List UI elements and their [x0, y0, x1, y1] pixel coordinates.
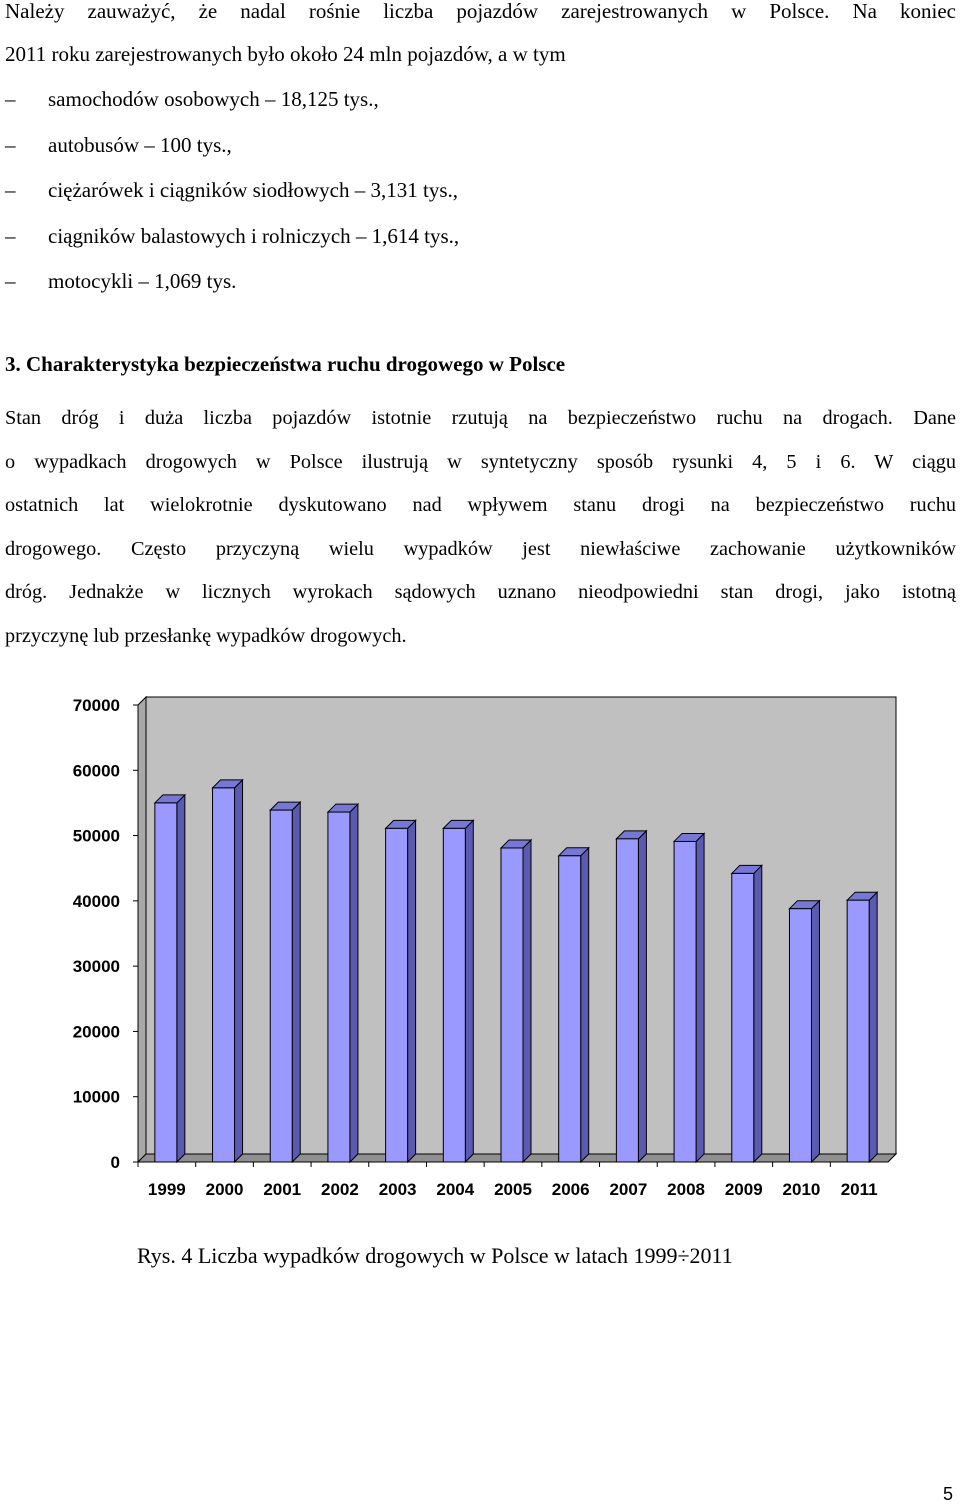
y-tick-label: 40000	[72, 891, 120, 911]
bar-front	[443, 828, 465, 1162]
x-tick-label: 2005	[494, 1180, 532, 1199]
list-item: ciągników balastowych i rolniczych – 1,614 tys.,	[48, 224, 460, 248]
bar-front	[328, 812, 350, 1162]
bar-side	[292, 802, 300, 1162]
bar	[674, 833, 704, 1162]
list-dash: –	[5, 224, 16, 248]
side-wall	[138, 697, 146, 1162]
page-number: 5	[943, 1484, 954, 1504]
bar-side	[523, 840, 531, 1162]
intro-line-1: Należy zauważyć, że nadal rośnie liczba pojazdów zarejestrowanych w Polsce. Na koniec	[5, 0, 956, 23]
bar-front	[559, 856, 581, 1162]
bar-front	[501, 848, 523, 1162]
paragraph-line: Stan dróg i duża liczba pojazdów istotnie rzutują na bezpieczeństwo ruchu na drogach. Dane	[5, 407, 956, 429]
bar-front	[674, 841, 696, 1162]
bar-side	[177, 795, 185, 1162]
bar	[732, 865, 762, 1162]
bar-front	[847, 900, 869, 1162]
bar-side	[581, 848, 589, 1162]
x-tick-label: 2002	[321, 1180, 359, 1199]
bar	[847, 892, 877, 1162]
x-tick-label: 2000	[205, 1180, 244, 1199]
bar-front	[270, 810, 292, 1162]
bar-front	[213, 788, 235, 1162]
bar-side	[811, 901, 819, 1162]
x-tick-label: 2007	[609, 1180, 648, 1199]
intro-line-2: 2011 roku zarejestrowanych było około 24 mln pojazdów, a w tym	[5, 42, 566, 66]
list-item: motocykli – 1,069 tys.	[48, 269, 237, 293]
bar	[386, 820, 416, 1162]
x-tick-label: 2011	[840, 1180, 878, 1199]
bar-front	[386, 828, 408, 1162]
bar-side	[638, 831, 646, 1162]
bar	[559, 848, 589, 1162]
y-tick-label: 20000	[72, 1022, 120, 1042]
x-tick-label: 2008	[667, 1180, 705, 1199]
x-tick-label: 2010	[782, 1180, 821, 1199]
bar-side	[235, 780, 243, 1162]
section-heading: 3. Charakterystyka bezpieczeństwa ruchu drogowego w Polsce	[5, 352, 566, 376]
paragraph-line: o wypadkach drogowych w Polsce ilustrują w syntetyczny sposób rysunki 4, 5 i 6. W ciągu	[5, 451, 956, 473]
x-tick-label: 2004	[436, 1180, 475, 1199]
y-axis	[73, 696, 138, 1172]
figure-caption: Rys. 4 Liczba wypadków drogowych w Polsce w latach 1999÷2011	[137, 1243, 733, 1268]
paragraph-line: dróg. Jednakże w licznych wyrokach sądowych uznano nieodpowiedni stan drogi, jako istotną	[5, 581, 956, 603]
list-dash: –	[5, 178, 16, 202]
list-item: ciężarówek i ciągników siodłowych – 3,131 tys.,	[48, 178, 458, 202]
y-tick-label: 70000	[72, 696, 120, 715]
bar-side	[869, 892, 877, 1162]
paragraph-line: drogowego. Często przyczyną wielu wypadków jest niewłaściwe zachowanie użytkowników	[5, 538, 956, 560]
bar-side	[408, 820, 416, 1162]
x-axis	[138, 1162, 888, 1199]
list-item: autobusów – 100 tys.,	[48, 133, 232, 157]
list-dash: –	[5, 269, 16, 293]
bar-front	[616, 839, 638, 1162]
bar	[155, 795, 185, 1162]
y-tick-label: 50000	[72, 826, 120, 846]
bar	[789, 901, 819, 1162]
bar-side	[696, 833, 704, 1162]
x-tick-label: 1999	[147, 1180, 186, 1199]
list-dash: –	[5, 87, 16, 111]
paragraph-line: ostatnich lat wielokrotnie dyskutowano nad wpływem stanu drogi na bezpieczeństwo ruchu	[5, 494, 956, 516]
bar	[328, 804, 358, 1162]
bar	[616, 831, 646, 1162]
bar	[501, 840, 531, 1162]
accidents-bar-chart	[0, 680, 960, 1220]
y-tick-label: 0	[110, 1153, 120, 1172]
x-tick-label: 2006	[551, 1180, 590, 1199]
bar-front	[732, 873, 754, 1162]
x-tick-label: 2001	[263, 1180, 302, 1199]
bar	[443, 820, 473, 1162]
bar-front	[789, 909, 811, 1162]
bar-side	[465, 820, 473, 1162]
x-tick-label: 2009	[724, 1180, 763, 1199]
x-tick-label: 2003	[378, 1180, 417, 1199]
paragraph-line: przyczynę lub przesłankę wypadków drogowych.	[5, 625, 407, 647]
bar	[270, 802, 300, 1162]
list-item: samochodów osobowych – 18,125 tys.,	[48, 87, 379, 111]
bar	[213, 780, 243, 1162]
bar-side	[350, 804, 358, 1162]
y-tick-label: 10000	[72, 1087, 120, 1107]
bar-front	[155, 803, 177, 1162]
bar-side	[754, 865, 762, 1162]
list-dash: –	[5, 133, 16, 157]
y-tick-label: 60000	[72, 761, 120, 781]
y-tick-label: 30000	[72, 957, 120, 977]
